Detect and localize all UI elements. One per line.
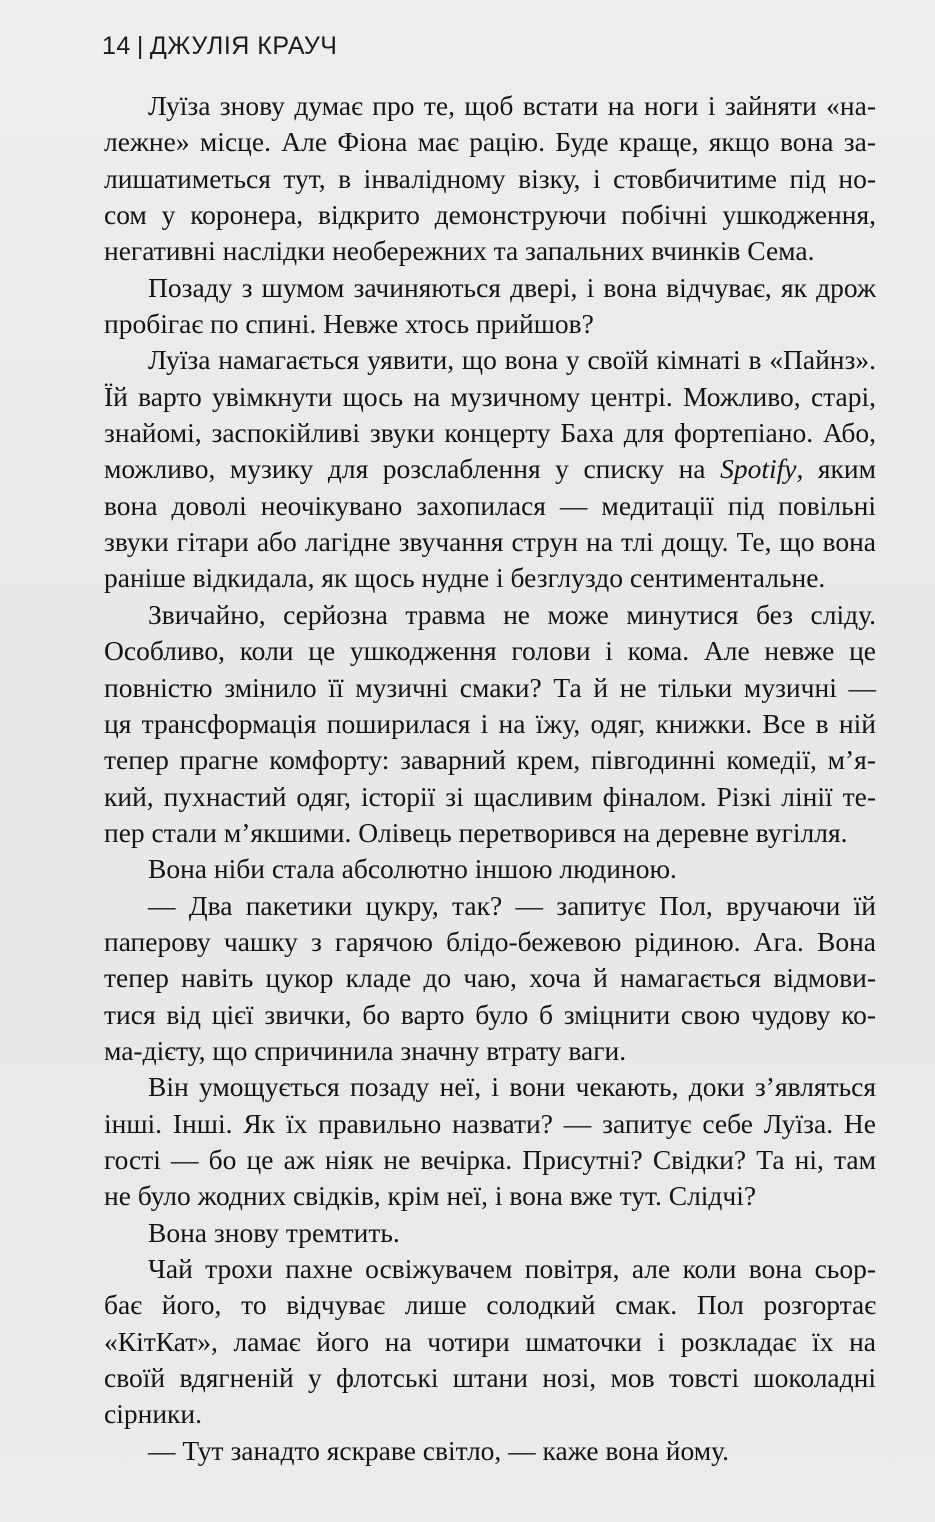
text-line: вона доволі неочікувано захопилася — медитації під повільні (104, 489, 876, 521)
text-line: Луїза знову думає про те, щоб встати на ноги і зайняти «на- (148, 90, 876, 121)
text-line: раніше відкидала, як щось нудне і безглуздо сентиментальне. (104, 562, 826, 594)
text-line: Вона знову тремтить. (148, 1216, 400, 1248)
text-line: бає його, то відчуває лише солодкий смак. Пол розгортає (104, 1289, 876, 1321)
text-line: Позаду з шумом зачиняються двері, і вона відчуває, як дрож (148, 271, 876, 303)
text-line: тися від цієї звички, бо варто було б зміцнити свою чудову ко- (104, 998, 876, 1030)
running-head (102, 32, 337, 61)
text-line: пер стали м’якшими. Олівець перетворився на деревне вугілля. (104, 816, 848, 848)
text-line: негативні наслідки необережних та запальних вчинків Сема. (104, 235, 815, 267)
text-line: лишатиметься тут, в інвалідному візку, і стовбичитиме під но- (104, 162, 876, 194)
text-line: ця трансформація поширилася і на їжу, одяг, книжки. Все в ній (104, 707, 876, 739)
text-line: звуки гітари або лагідне звучання струн на тлі дощу. Те, що вона (104, 526, 876, 558)
text-line: Звичайно, серйозна травма не може минутися без сліду. (148, 598, 876, 630)
text-line: Чай трохи пахне освіжувачем повітря, але коли вона сьор- (148, 1253, 876, 1284)
text-line: — Тут занадто яскраве світло, — каже вона йому. (148, 1434, 729, 1466)
text-line: знайомі, заспокійливі звуки концерту Баха для фортепіано. Або, (104, 417, 876, 449)
text-line: повністю змінило її музичні смаки? Та й не тільки музичні — (104, 671, 876, 703)
text-line: лежне» місце. Але Фіона має рацію. Буде краще, якщо вона за- (104, 126, 876, 158)
text-line: інші. Інші. Як їх правильно назвати? — запитує себе Луїза. Не (104, 1107, 876, 1139)
text-line (104, 451, 876, 487)
text-line: не було жодних свідків, крім неї, і вона вже тут. Слідчі? (104, 1180, 757, 1212)
header-separator: | (136, 32, 144, 60)
italic-term: Spotify (720, 453, 797, 485)
text-line: Особливо, коли це ушкодження голови і кома. Але невже це (104, 635, 876, 667)
text-line: сом у коронера, відкрито демонструючи побічні ушкодження, (104, 199, 876, 231)
text-line: Їй варто увімкнути щось на музичному центрі. Можливо, старі, (104, 380, 876, 412)
text-line: своїй вдягненій у флотські штани нозі, мов товсті шоколадні (104, 1362, 876, 1394)
body-text (104, 88, 876, 1469)
text-line: — Два пакетики цукру, так? — запитує Пол, вручаючи їй (148, 889, 876, 921)
text-line: ма-дієту, що спричинила значну втрату ваги. (104, 1034, 627, 1066)
text-line: «КітКат», ламає його на чотири шматочки і розкладає їх на (104, 1325, 876, 1357)
text-line: кий, пухнастий одяг, історії зі щасливим фіналом. Різкі лінії те- (104, 780, 876, 812)
text-line: тепер навіть цукор кладе до чаю, хоча й намагається відмови- (104, 962, 876, 994)
text-fragment: можливо, музику для розслаблення у списку на (104, 453, 706, 485)
text-line: Вона ніби стала абсолютно іншою людиною. (148, 853, 677, 885)
text-line: Луїза намагається уявити, що вона у своїй кімнаті в «Пайнз». (148, 344, 876, 376)
text-fragment: , яким (796, 453, 877, 485)
author-name: ДЖУЛІЯ КРАУЧ (149, 32, 338, 60)
text-line: гості — бо це аж ніяк не вечірка. Присутні? Свідки? Та ні, там (104, 1143, 876, 1175)
text-line: тепер прагне комфорту: заварний крем, півгодинні комедії, м’я- (104, 744, 876, 776)
text-line: Він умощується позаду неї, і вони чекають, доки з’являться (148, 1071, 876, 1103)
text-line: сірники. (104, 1398, 202, 1430)
page-number: 14 (102, 32, 131, 60)
text-line: пробігає по спині. Невже хтось прийшов? (104, 308, 594, 340)
text-line: паперову чашку з гарячою блідо-бежевою рідиною. Ага. Вона (104, 925, 876, 957)
